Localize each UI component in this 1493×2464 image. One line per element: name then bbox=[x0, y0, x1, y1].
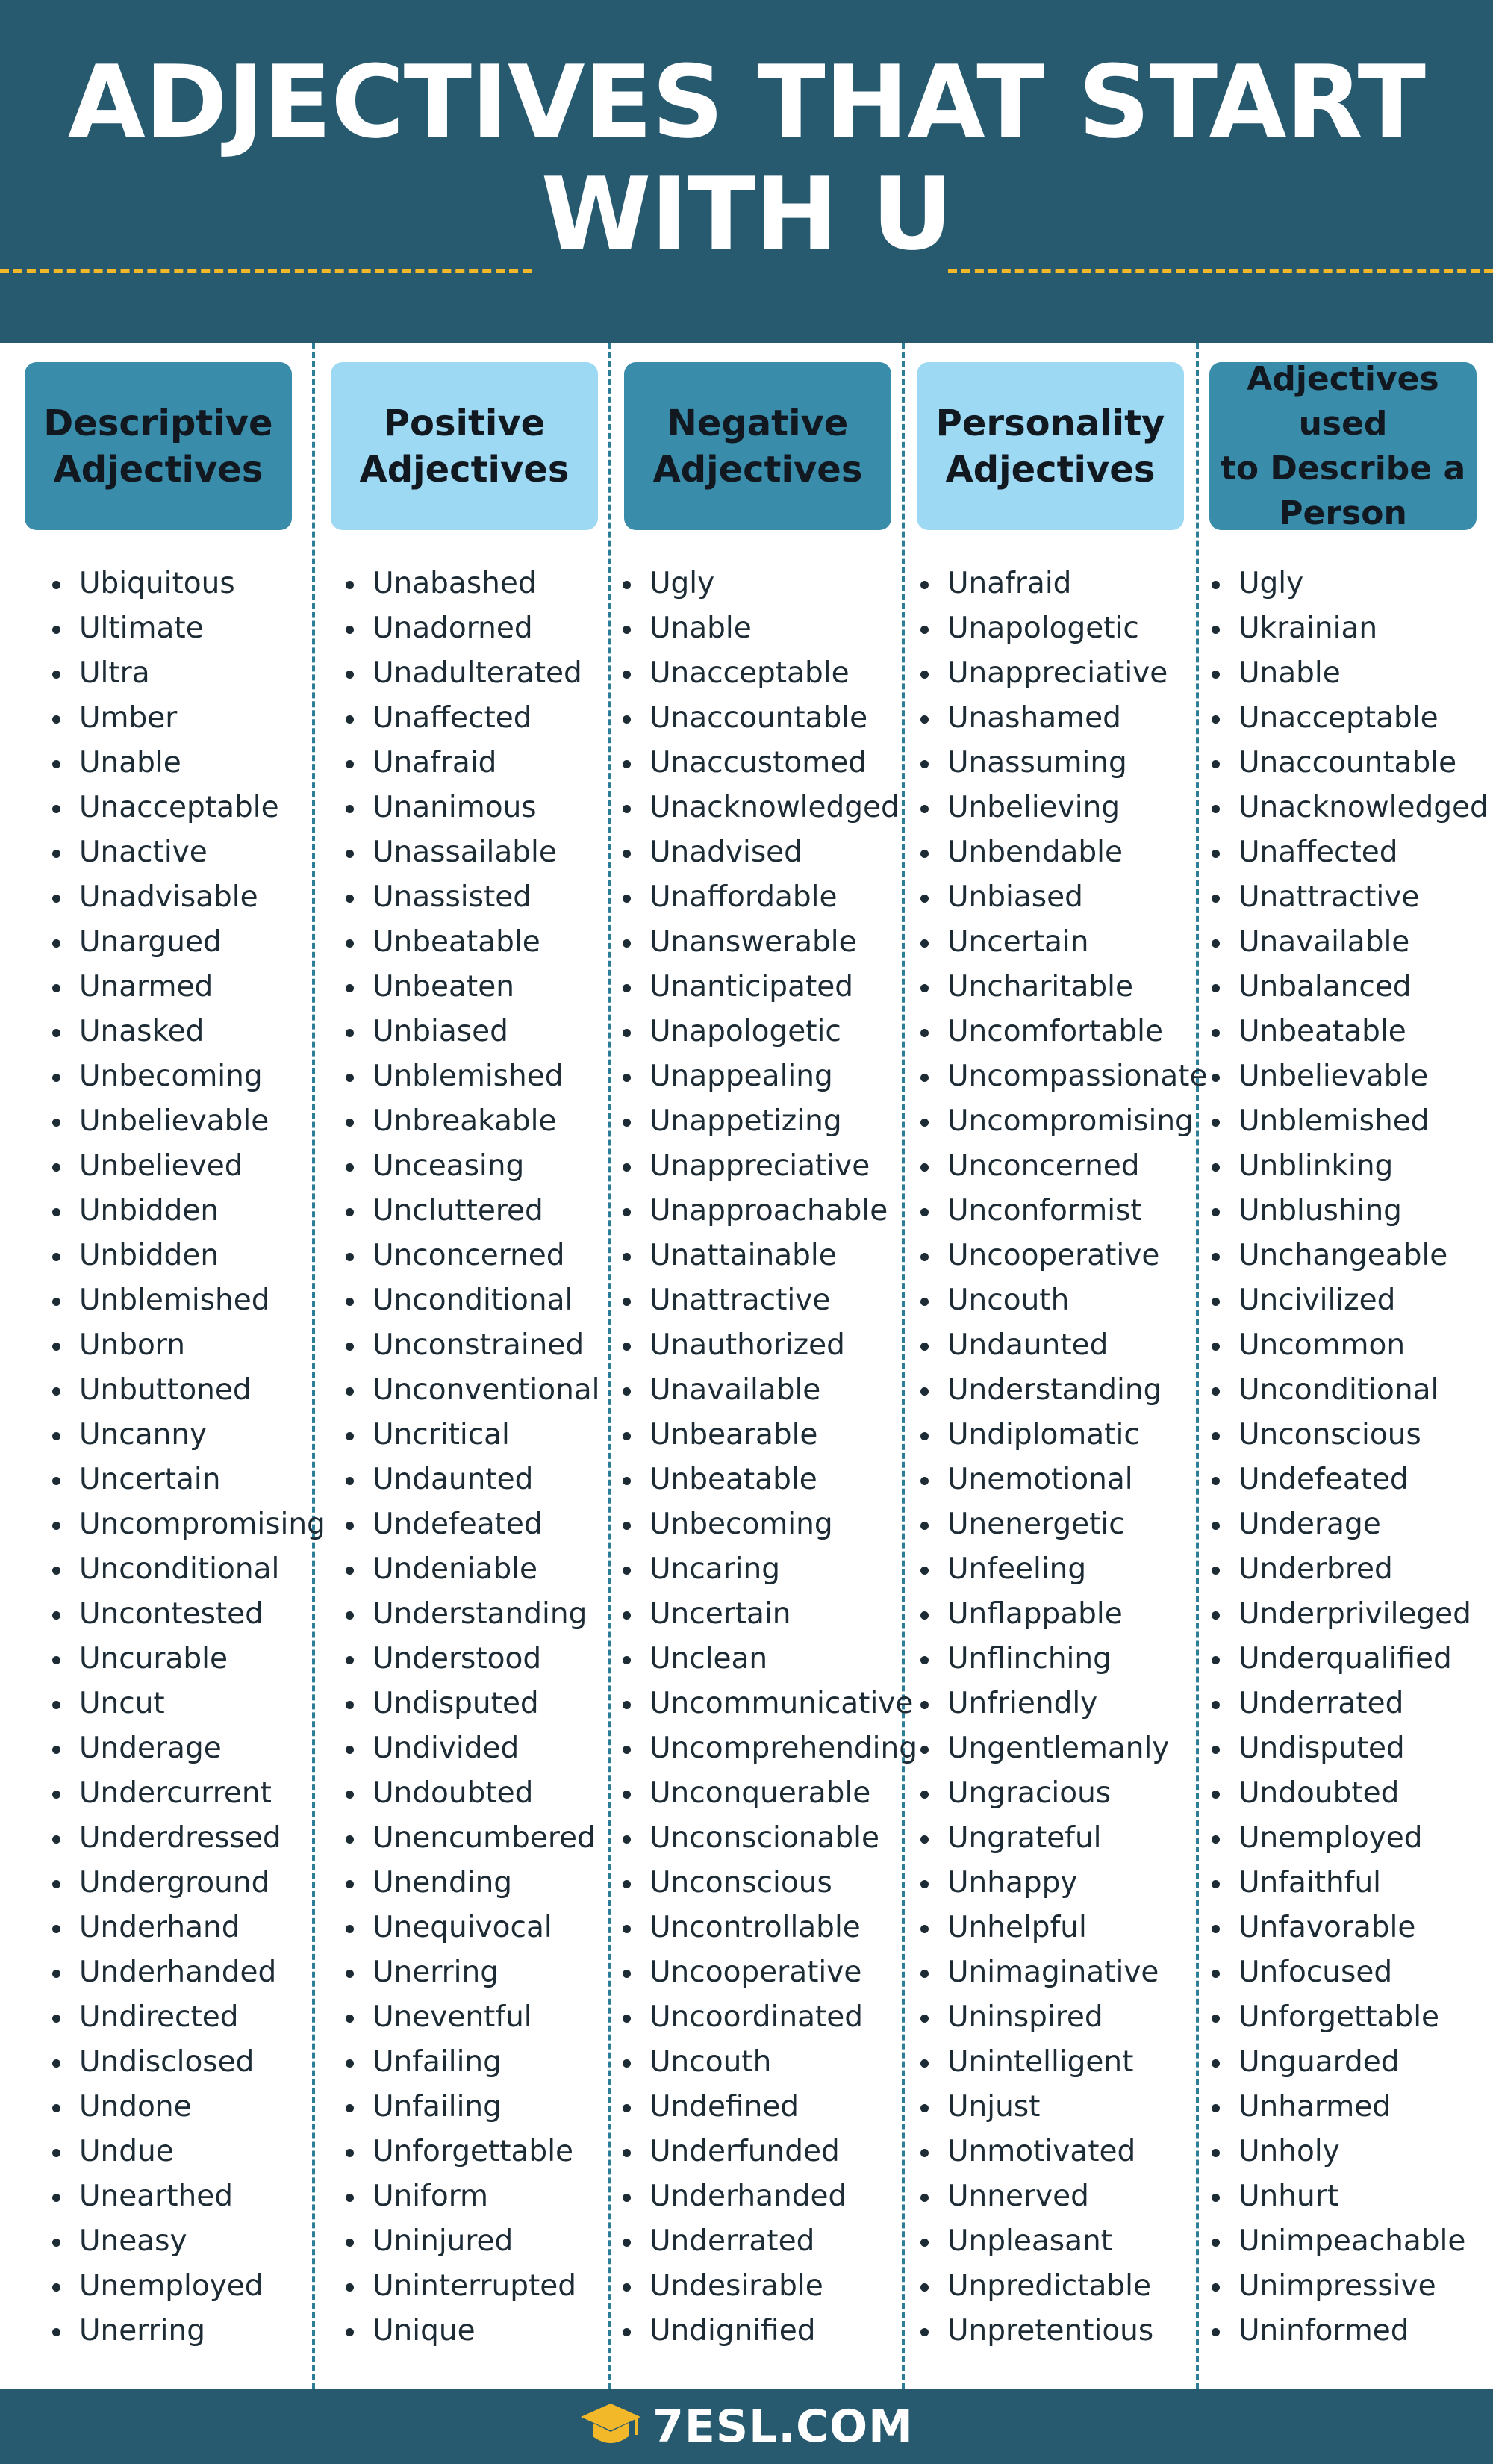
list-item: Unblemished bbox=[346, 1054, 600, 1099]
list-item: Unbecoming bbox=[52, 1054, 325, 1099]
list-item: Ultra bbox=[52, 651, 325, 696]
list-item: Underhanded bbox=[623, 2174, 917, 2219]
list-item: Unending bbox=[346, 1861, 600, 1905]
list-item: Unadvised bbox=[623, 830, 917, 875]
list-item: Undone bbox=[52, 2085, 325, 2129]
list-item: Undefeated bbox=[1212, 1457, 1489, 1502]
column-separator bbox=[608, 343, 611, 2389]
list-item: Underground bbox=[52, 1861, 325, 1905]
list-item: Unarmed bbox=[52, 965, 325, 1009]
list-item: Unbelievable bbox=[52, 1099, 325, 1144]
list-item: Undoubted bbox=[1212, 1771, 1489, 1816]
list-item: Unafraid bbox=[346, 741, 600, 785]
list-item: Unacceptable bbox=[1212, 696, 1489, 741]
list-item: Underrated bbox=[1212, 1681, 1489, 1726]
list-item: Unfaithful bbox=[1212, 1861, 1489, 1905]
site-logo bbox=[579, 2401, 914, 2453]
list-item: Unconcerned bbox=[346, 1233, 600, 1278]
list-item: Uncluttered bbox=[346, 1189, 600, 1233]
list-item: Ugly bbox=[1212, 561, 1489, 606]
list-item: Unequivocal bbox=[346, 1905, 600, 1950]
list-item: Understanding bbox=[346, 1592, 600, 1637]
logo-text: 7ESL.COM bbox=[652, 2401, 914, 2453]
footer-bar bbox=[0, 2389, 1493, 2464]
list-item: Uncooperative bbox=[623, 1950, 917, 1995]
list-item: Unique bbox=[346, 2309, 600, 2353]
list-item: Uncharitable bbox=[920, 965, 1207, 1009]
header-banner bbox=[0, 0, 1493, 343]
category-heading-line: Positive bbox=[383, 402, 546, 444]
list-item: Uniform bbox=[346, 2174, 600, 2219]
list-item: Unblushing bbox=[1212, 1189, 1489, 1233]
list-item: Underage bbox=[1212, 1502, 1489, 1547]
list-item: Underhand bbox=[52, 1905, 325, 1950]
list-item: Uneventful bbox=[346, 1995, 600, 2040]
list-item: Unaccustomed bbox=[623, 741, 917, 785]
list-item: Unfocused bbox=[1212, 1950, 1489, 1995]
list-item: Unconditional bbox=[52, 1547, 325, 1592]
list-item: Underage bbox=[52, 1726, 325, 1771]
list-item: Unable bbox=[1212, 651, 1489, 696]
category-heading-person bbox=[1209, 359, 1477, 532]
list-item: Unbidden bbox=[52, 1189, 325, 1233]
list-item: Unconditional bbox=[1212, 1368, 1489, 1413]
list-item: Unbearable bbox=[623, 1413, 917, 1457]
list-item: Unchangeable bbox=[1212, 1233, 1489, 1278]
category-heading-personality bbox=[917, 362, 1184, 530]
word-list-positive bbox=[346, 561, 600, 2353]
list-item: Unapologetic bbox=[623, 1009, 917, 1054]
list-item: Unbendable bbox=[920, 830, 1207, 875]
list-item: Unenergetic bbox=[920, 1502, 1207, 1547]
list-item: Unemployed bbox=[52, 2264, 325, 2309]
category-heading-line: to Describe a bbox=[1220, 449, 1466, 488]
list-item: Unerring bbox=[346, 1950, 600, 1995]
list-item: Uncommunicative bbox=[623, 1681, 917, 1726]
list-item: Uncomfortable bbox=[920, 1009, 1207, 1054]
list-item: Unconscious bbox=[623, 1861, 917, 1905]
list-item: Unbeatable bbox=[346, 920, 600, 965]
list-item: Unemployed bbox=[1212, 1816, 1489, 1861]
list-item: Unaffordable bbox=[623, 875, 917, 920]
list-item: Unhappy bbox=[920, 1861, 1207, 1905]
list-item: Unnerved bbox=[920, 2174, 1207, 2219]
list-item: Unpleasant bbox=[920, 2219, 1207, 2264]
list-item: Unappealing bbox=[623, 1054, 917, 1099]
list-item: Uncertain bbox=[920, 920, 1207, 965]
list-item: Undisputed bbox=[1212, 1726, 1489, 1771]
list-item: Unimpressive bbox=[1212, 2264, 1489, 2309]
list-item: Unbalanced bbox=[1212, 965, 1489, 1009]
list-item: Underbred bbox=[1212, 1547, 1489, 1592]
list-item: Unavailable bbox=[1212, 920, 1489, 965]
list-item: Undignified bbox=[623, 2309, 917, 2353]
list-item: Unpretentious bbox=[920, 2309, 1207, 2353]
list-item: Underhanded bbox=[52, 1950, 325, 1995]
list-item: Unerring bbox=[52, 2309, 325, 2353]
category-heading-line: Negative bbox=[667, 402, 849, 444]
list-item: Unbeatable bbox=[1212, 1009, 1489, 1054]
list-item: Unborn bbox=[52, 1323, 325, 1368]
list-item: Undaunted bbox=[346, 1457, 600, 1502]
list-item: Underdressed bbox=[52, 1816, 325, 1861]
list-item: Unguarded bbox=[1212, 2040, 1489, 2085]
list-item: Uncompromising bbox=[920, 1099, 1207, 1144]
list-item: Uncritical bbox=[346, 1413, 600, 1457]
list-item: Uninspired bbox=[920, 1995, 1207, 2040]
list-item: Unacceptable bbox=[623, 651, 917, 696]
list-item: Unauthorized bbox=[623, 1323, 917, 1368]
list-item: Unaffected bbox=[346, 696, 600, 741]
title-line-1: ADJECTIVES THAT START bbox=[67, 44, 1426, 161]
list-item: Undirected bbox=[52, 1995, 325, 2040]
list-item: Uncertain bbox=[52, 1457, 325, 1502]
list-item: Unharmed bbox=[1212, 2085, 1489, 2129]
list-item: Undisclosed bbox=[52, 2040, 325, 2085]
list-item: Uncooperative bbox=[920, 1233, 1207, 1278]
category-heading-line: Adjectives bbox=[359, 448, 570, 491]
list-item: Unacceptable bbox=[52, 785, 325, 830]
list-item: Unfavorable bbox=[1212, 1905, 1489, 1950]
list-item: Uninformed bbox=[1212, 2309, 1489, 2353]
list-item: Unadulterated bbox=[346, 651, 600, 696]
list-item: Unhurt bbox=[1212, 2174, 1489, 2219]
list-item: Undefined bbox=[623, 2085, 917, 2129]
list-item: Unadorned bbox=[346, 606, 600, 651]
list-item: Unfeeling bbox=[920, 1547, 1207, 1592]
list-item: Unargued bbox=[52, 920, 325, 965]
list-item: Unattainable bbox=[623, 1233, 917, 1278]
list-item: Underfunded bbox=[623, 2129, 917, 2174]
list-item: Unbelievable bbox=[1212, 1054, 1489, 1099]
list-item: Unbeatable bbox=[623, 1457, 917, 1502]
list-item: Unattractive bbox=[1212, 875, 1489, 920]
list-item: Uncontested bbox=[52, 1592, 325, 1637]
list-item: Unconquerable bbox=[623, 1771, 917, 1816]
list-item: Unimpeachable bbox=[1212, 2219, 1489, 2264]
list-item: Uncurable bbox=[52, 1637, 325, 1681]
list-item: Undoubted bbox=[346, 1771, 600, 1816]
list-item: Unabashed bbox=[346, 561, 600, 606]
list-item: Unanimous bbox=[346, 785, 600, 830]
list-item: Ungrateful bbox=[920, 1816, 1207, 1861]
list-item: Unconscious bbox=[1212, 1413, 1489, 1457]
category-heading-negative bbox=[624, 362, 891, 530]
list-item: Uninjured bbox=[346, 2219, 600, 2264]
list-item: Unjust bbox=[920, 2085, 1207, 2129]
list-item: Uncomprehending bbox=[623, 1726, 917, 1771]
list-item: Unimaginative bbox=[920, 1950, 1207, 1995]
list-item: Unfriendly bbox=[920, 1681, 1207, 1726]
list-item: Undesirable bbox=[623, 2264, 917, 2309]
list-item: Unencumbered bbox=[346, 1816, 600, 1861]
list-item: Uncut bbox=[52, 1681, 325, 1726]
category-heading-line: Adjectives bbox=[53, 448, 264, 491]
list-item: Unconstrained bbox=[346, 1323, 600, 1368]
list-item: Underqualified bbox=[1212, 1637, 1489, 1681]
category-heading-line: Person bbox=[1279, 494, 1407, 532]
list-item: Unpredictable bbox=[920, 2264, 1207, 2309]
list-item: Unappreciative bbox=[623, 1144, 917, 1189]
list-item: Unadvisable bbox=[52, 875, 325, 920]
list-item: Unforgettable bbox=[1212, 1995, 1489, 2040]
list-item: Unblemished bbox=[52, 1278, 325, 1323]
list-item: Unbeaten bbox=[346, 965, 600, 1009]
list-item: Unasked bbox=[52, 1009, 325, 1054]
list-item: Unconformist bbox=[920, 1189, 1207, 1233]
list-item: Uncontrollable bbox=[623, 1905, 917, 1950]
title-line-2: WITH U bbox=[540, 156, 953, 273]
list-item: Underprivileged bbox=[1212, 1592, 1489, 1637]
list-item: Uninterrupted bbox=[346, 2264, 600, 2309]
list-item: Unaffected bbox=[1212, 830, 1489, 875]
list-item: Ugly bbox=[623, 561, 917, 606]
list-item: Unashamed bbox=[920, 696, 1207, 741]
list-item: Ungracious bbox=[920, 1771, 1207, 1816]
list-item: Unceasing bbox=[346, 1144, 600, 1189]
list-item: Underrated bbox=[623, 2219, 917, 2264]
list-item: Unacknowledged bbox=[623, 785, 917, 830]
list-item: Unanswerable bbox=[623, 920, 917, 965]
list-item: Unactive bbox=[52, 830, 325, 875]
category-heading-line: Adjectives used bbox=[1247, 359, 1439, 443]
word-list-negative bbox=[623, 561, 917, 2353]
list-item: Unbecoming bbox=[623, 1502, 917, 1547]
list-item: Undefeated bbox=[346, 1502, 600, 1547]
list-item: Unbiased bbox=[346, 1009, 600, 1054]
list-item: Unattractive bbox=[623, 1278, 917, 1323]
list-item: Uncaring bbox=[623, 1547, 917, 1592]
word-list-descriptive bbox=[52, 561, 325, 2353]
list-item: Unclean bbox=[623, 1637, 917, 1681]
list-item: Unblinking bbox=[1212, 1144, 1489, 1189]
list-item: Unappetizing bbox=[623, 1099, 917, 1144]
dashed-divider-right bbox=[948, 269, 1493, 273]
list-item: Unanticipated bbox=[623, 965, 917, 1009]
list-item: Unforgettable bbox=[346, 2129, 600, 2174]
list-item: Unaccountable bbox=[1212, 741, 1489, 785]
category-heading-line: Adjectives bbox=[945, 448, 1156, 491]
list-item: Unconscionable bbox=[623, 1816, 917, 1861]
list-item: Unafraid bbox=[920, 561, 1207, 606]
list-item: Unbelieved bbox=[52, 1144, 325, 1189]
list-item: Unintelligent bbox=[920, 2040, 1207, 2085]
category-heading-line: Adjectives bbox=[652, 448, 863, 491]
list-item: Ukrainian bbox=[1212, 606, 1489, 651]
word-list-personality bbox=[920, 561, 1207, 2353]
list-item: Unapologetic bbox=[920, 606, 1207, 651]
list-item: Unconventional bbox=[346, 1368, 600, 1413]
list-item: Unavailable bbox=[623, 1368, 917, 1413]
list-item: Ungentlemanly bbox=[920, 1726, 1207, 1771]
list-item: Unblemished bbox=[1212, 1099, 1489, 1144]
list-item: Unaccountable bbox=[623, 696, 917, 741]
list-item: Unflinching bbox=[920, 1637, 1207, 1681]
list-item: Understood bbox=[346, 1637, 600, 1681]
list-item: Undisputed bbox=[346, 1681, 600, 1726]
list-item: Unbiased bbox=[920, 875, 1207, 920]
list-item: Unacknowledged bbox=[1212, 785, 1489, 830]
list-item: Umber bbox=[52, 696, 325, 741]
list-item: Uncommon bbox=[1212, 1323, 1489, 1368]
list-item: Uneasy bbox=[52, 2219, 325, 2264]
category-heading-line: Personality bbox=[935, 402, 1165, 444]
list-item: Unflappable bbox=[920, 1592, 1207, 1637]
list-item: Uncoordinated bbox=[623, 1995, 917, 2040]
list-item: Unemotional bbox=[920, 1457, 1207, 1502]
list-item: Unbidden bbox=[52, 1233, 325, 1278]
list-item: Unable bbox=[52, 741, 325, 785]
list-item: Unapproachable bbox=[623, 1189, 917, 1233]
list-item: Undaunted bbox=[920, 1323, 1207, 1368]
list-item: Uncanny bbox=[52, 1413, 325, 1457]
list-item: Unfailing bbox=[346, 2085, 600, 2129]
page-title bbox=[0, 44, 1493, 273]
list-item: Unassailable bbox=[346, 830, 600, 875]
list-item: Undercurrent bbox=[52, 1771, 325, 1816]
list-item: Unbuttoned bbox=[52, 1368, 325, 1413]
list-item: Ultimate bbox=[52, 606, 325, 651]
word-list-person bbox=[1212, 561, 1489, 2353]
category-heading-line: Descriptive bbox=[43, 402, 273, 444]
list-item: Unconditional bbox=[346, 1278, 600, 1323]
list-item: Undivided bbox=[346, 1726, 600, 1771]
list-item: Uncompassionate bbox=[920, 1054, 1207, 1099]
list-item: Unfailing bbox=[346, 2040, 600, 2085]
list-item: Unassuming bbox=[920, 741, 1207, 785]
list-item: Undeniable bbox=[346, 1547, 600, 1592]
list-item: Ubiquitous bbox=[52, 561, 325, 606]
list-item: Uncouth bbox=[623, 2040, 917, 2085]
list-item: Unassisted bbox=[346, 875, 600, 920]
list-item: Unbelieving bbox=[920, 785, 1207, 830]
list-item: Undue bbox=[52, 2129, 325, 2174]
category-heading-positive bbox=[331, 362, 598, 530]
list-item: Uncivilized bbox=[1212, 1278, 1489, 1323]
list-item: Unholy bbox=[1212, 2129, 1489, 2174]
list-item: Uncompromising bbox=[52, 1502, 325, 1547]
list-item: Unhelpful bbox=[920, 1905, 1207, 1950]
list-item: Undiplomatic bbox=[920, 1413, 1207, 1457]
dashed-divider-left bbox=[0, 269, 532, 273]
list-item: Unearthed bbox=[52, 2174, 325, 2219]
category-heading-descriptive bbox=[25, 362, 292, 530]
list-item: Unmotivated bbox=[920, 2129, 1207, 2174]
list-item: Unconcerned bbox=[920, 1144, 1207, 1189]
list-item: Unappreciative bbox=[920, 651, 1207, 696]
list-item: Understanding bbox=[920, 1368, 1207, 1413]
list-item: Unable bbox=[623, 606, 917, 651]
graduation-cap-icon bbox=[579, 2401, 642, 2453]
list-item: Uncouth bbox=[920, 1278, 1207, 1323]
list-item: Uncertain bbox=[623, 1592, 917, 1637]
list-item: Unbreakable bbox=[346, 1099, 600, 1144]
